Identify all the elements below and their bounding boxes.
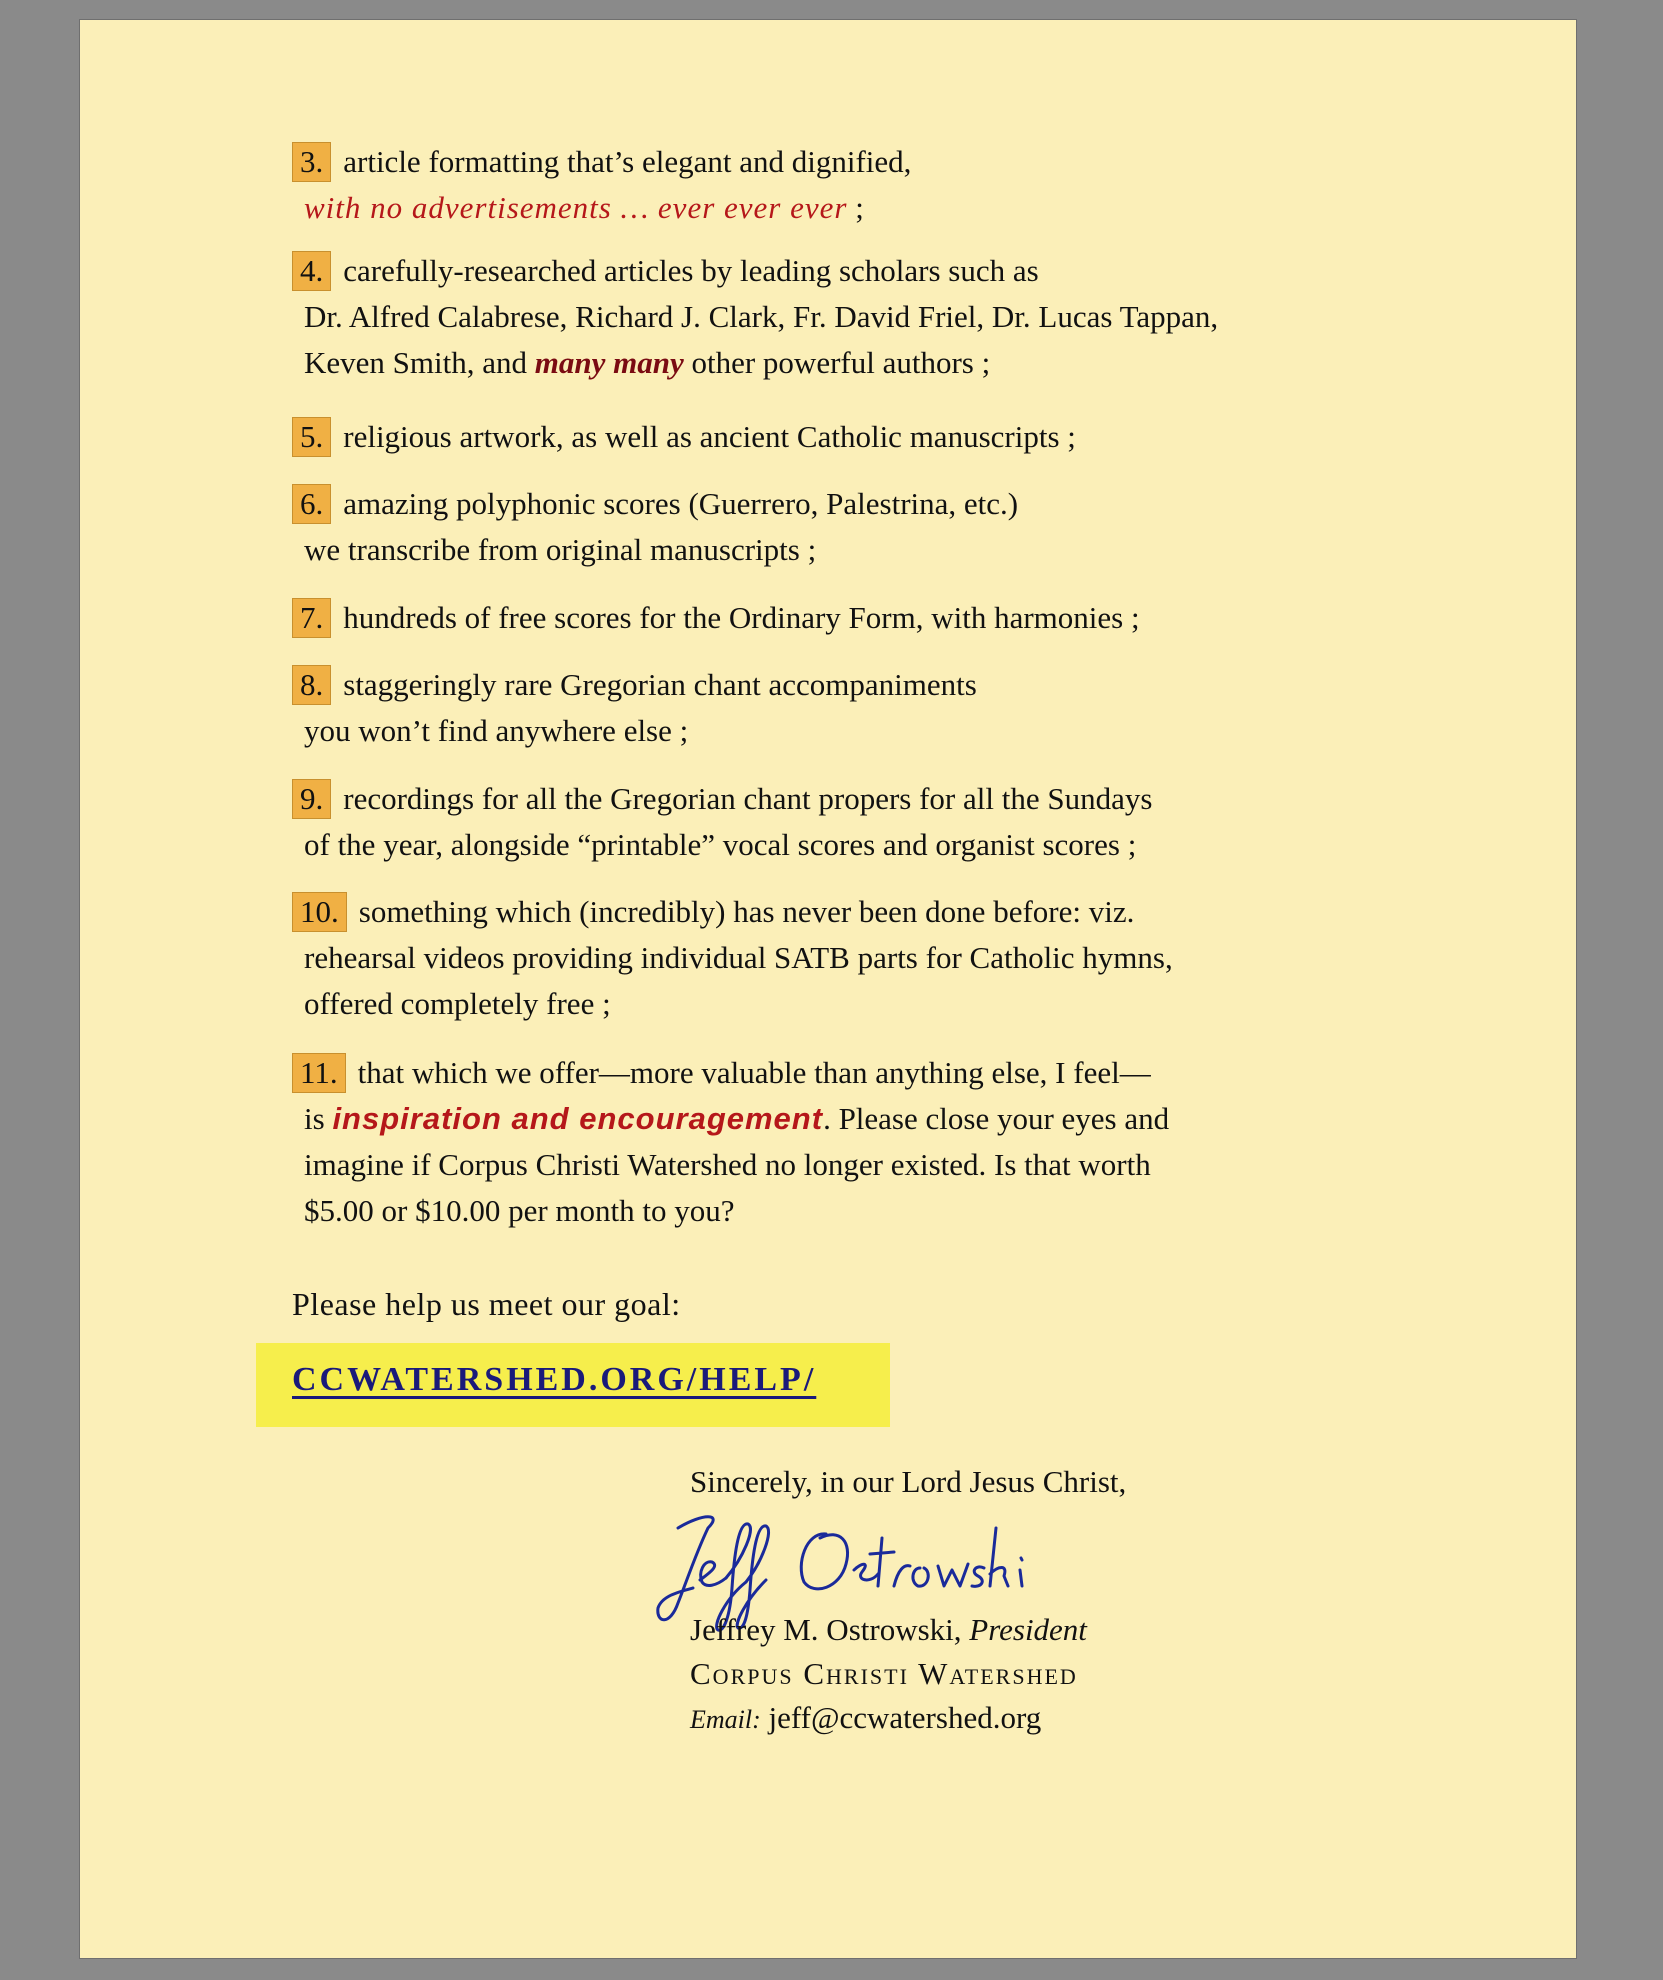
list-item-5	[292, 414, 1392, 460]
list-item-6	[292, 481, 1392, 573]
item-text: other powerful authors ;	[683, 345, 991, 380]
list-item-9	[292, 776, 1392, 868]
organization-name: Corpus Christi Watershed	[690, 1656, 1078, 1691]
item-text: staggeringly rare Gregorian chant accompaniments	[343, 667, 977, 702]
help-link[interactable]: CCWATERSHED.ORG/HELP/	[292, 1361, 817, 1398]
item-text: of the year, alongside “printable” vocal scores and organist scores ;	[304, 827, 1137, 862]
item-number: 4.	[292, 251, 331, 291]
emphasis-text: inspiration and encouragement	[332, 1101, 824, 1136]
item-number: 9.	[292, 779, 331, 819]
item-text: $5.00 or $10.00 per month to you?	[304, 1193, 735, 1228]
item-text: something which (incredibly) has never been done before: viz.	[358, 894, 1135, 929]
email-line	[690, 1700, 1041, 1736]
signer-name: Jeffrey M. Ostrowski,	[690, 1612, 962, 1647]
email-label: Email:	[690, 1705, 761, 1734]
item-text: offered completely free ;	[304, 986, 611, 1021]
signer-name-line	[690, 1612, 1087, 1648]
item-text: ;	[847, 190, 864, 225]
signer-title: President	[969, 1612, 1087, 1647]
item-text: Dr. Alfred Calabrese, Richard J. Clark, Fr. David Friel, Dr. Lucas Tappan,	[304, 299, 1219, 334]
email-address[interactable]: jeff@ccwatershed.org	[768, 1700, 1042, 1735]
item-text: carefully-researched articles by leading scholars such as	[343, 253, 1039, 288]
list-item-3	[292, 139, 1392, 231]
list-item-8	[292, 662, 1392, 754]
item-text: rehearsal videos providing individual SATB parts for Catholic hymns,	[304, 940, 1173, 975]
item-text: is	[304, 1101, 333, 1136]
item-text: . Please close your eyes and	[823, 1101, 1170, 1136]
item-text: imagine if Corpus Christi Watershed no longer existed. Is that worth	[304, 1147, 1151, 1182]
item-text: you won’t find anywhere else ;	[304, 713, 689, 748]
item-number: 3.	[292, 142, 331, 182]
item-number: 8.	[292, 665, 331, 705]
goal-heading: Please help us meet our goal:	[292, 1286, 681, 1322]
item-number: 11.	[292, 1053, 346, 1093]
list-item-4	[292, 248, 1392, 386]
item-number: 5.	[292, 417, 331, 457]
item-text: that which we offer—more valuable than anything else, I feel—	[357, 1055, 1151, 1090]
emphasis-text: with no advertisements … ever ever ever	[304, 190, 848, 225]
item-text: amazing polyphonic scores (Guerrero, Palestrina, etc.)	[343, 486, 1019, 521]
list-item-7	[292, 595, 1392, 641]
item-text: hundreds of free scores for the Ordinary Form, with harmonies ;	[343, 600, 1140, 635]
item-text: we transcribe from original manuscripts ;	[304, 532, 817, 567]
item-text: religious artwork, as well as ancient Catholic manuscripts ;	[343, 419, 1076, 454]
letter-page	[79, 19, 1577, 1959]
closing-line: Sincerely, in our Lord Jesus Christ,	[690, 1464, 1127, 1499]
item-number: 10.	[292, 892, 347, 932]
item-text: article formatting that’s elegant and dignified,	[343, 144, 912, 179]
item-text: Keven Smith, and	[304, 345, 535, 380]
item-text: recordings for all the Gregorian chant propers for all the Sundays	[343, 781, 1153, 816]
item-number: 7.	[292, 598, 331, 638]
emphasis-text: many many	[534, 345, 684, 380]
item-number: 6.	[292, 484, 331, 524]
list-item-10	[292, 889, 1392, 1027]
link-highlight	[256, 1343, 890, 1427]
list-item-11	[292, 1050, 1392, 1234]
